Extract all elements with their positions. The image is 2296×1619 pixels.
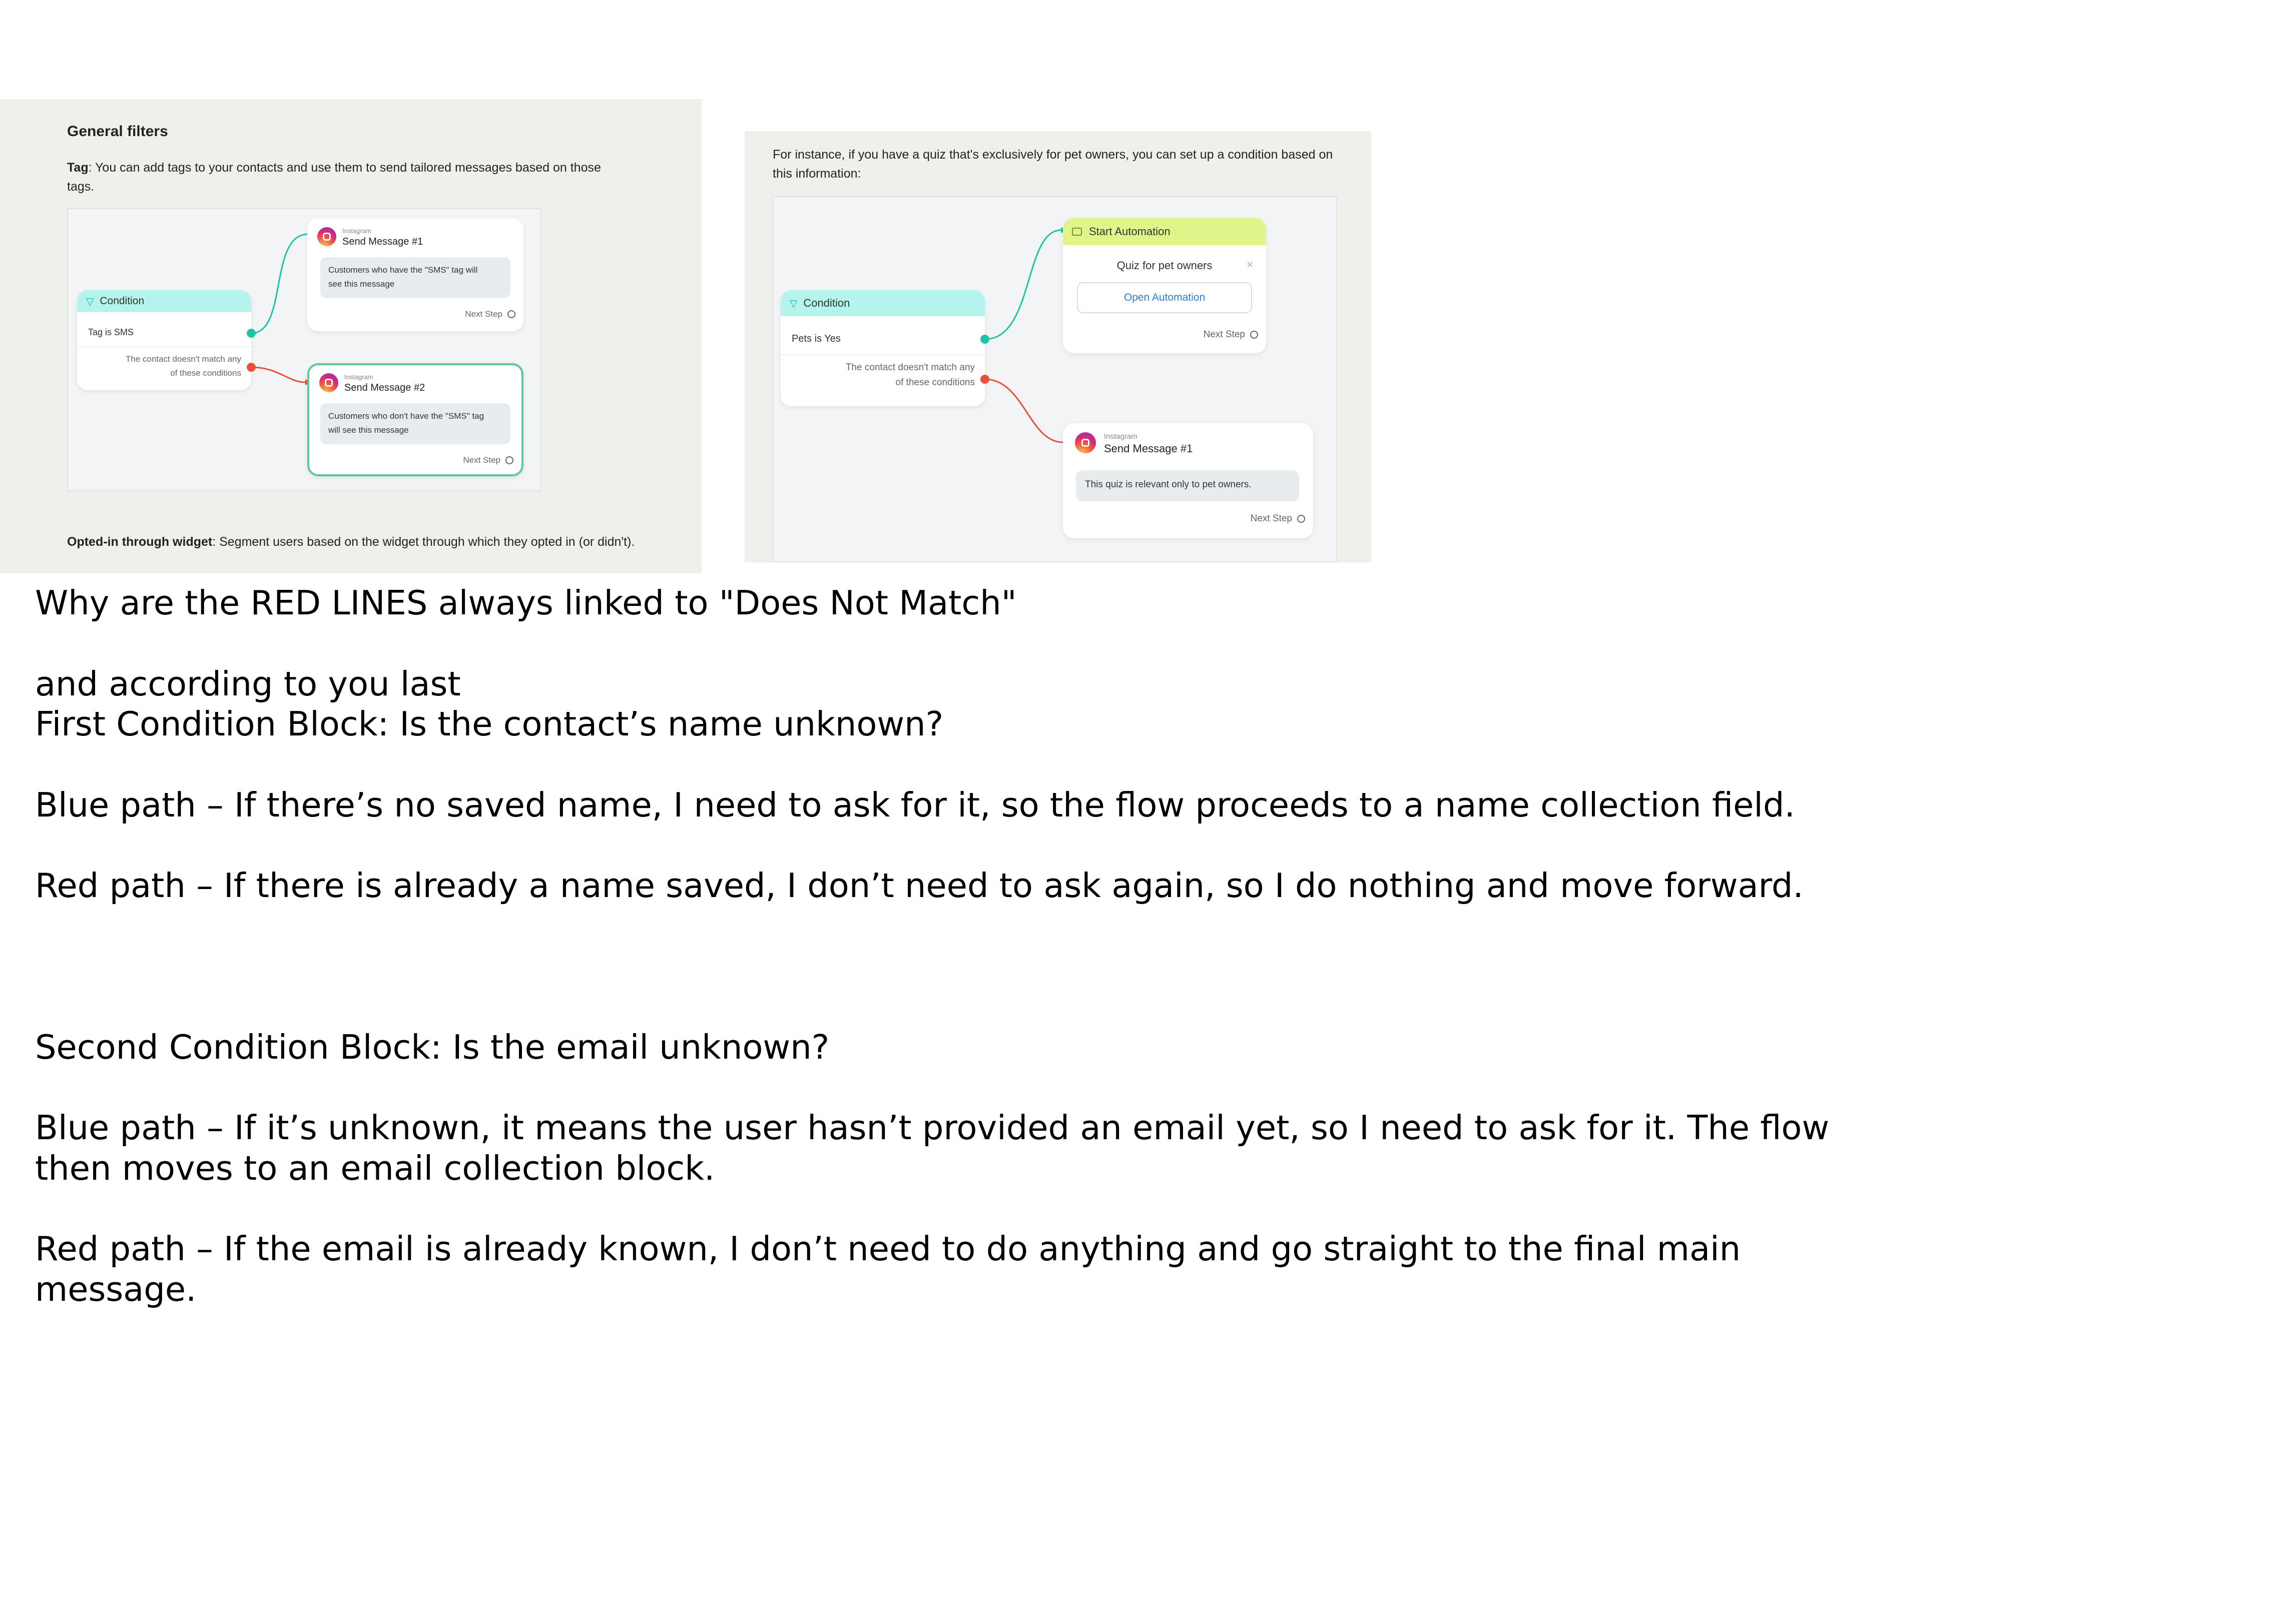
condition-else-line2: of these conditions	[895, 377, 975, 388]
condition-else	[846, 360, 975, 390]
instagram-icon	[317, 227, 336, 246]
condition-else-line2: of these conditions	[170, 368, 241, 378]
platform-label: Instagram	[344, 373, 373, 381]
next-step-label: Next Step	[1250, 513, 1292, 524]
optin-text: : Segment users based on the widget through which they opted in (or didn't).	[212, 535, 635, 549]
bubble-line1: Customers who don't have the "SMS" tag	[328, 411, 484, 421]
next-step-label: Next Step	[1203, 329, 1245, 340]
send-message-2-node[interactable]	[307, 363, 523, 476]
next-step-ring-icon[interactable]	[505, 456, 513, 464]
red-path-handle[interactable]	[247, 363, 256, 372]
first-block-heading: First Condition Block: Is the contact’s name unknown?	[35, 704, 944, 743]
screenshot-pet-quiz	[745, 131, 1371, 562]
red-path-wire	[251, 367, 305, 382]
blue-path-handle[interactable]	[247, 329, 256, 338]
condition-else	[126, 352, 241, 380]
condition-title: Condition	[100, 295, 145, 307]
open-automation-button[interactable]: Open Automation	[1077, 282, 1252, 313]
pet-quiz-intro: For instance, if you have a quiz that's exclusively for pet owners, you can set up a condition based on this information:	[773, 148, 1333, 181]
blue-path-wire	[985, 230, 1061, 339]
red-path-handle[interactable]	[980, 375, 989, 384]
screenshot-general-filters	[0, 99, 702, 573]
close-icon[interactable]: ×	[1247, 258, 1253, 271]
general-filters-heading: General filters	[67, 123, 168, 140]
condition-node[interactable]	[781, 290, 985, 406]
funnel-icon: ▽	[86, 296, 94, 307]
condition-else-line1: The contact doesn't match any	[845, 362, 975, 373]
blue-path-wire	[251, 234, 308, 333]
send-message-1-node[interactable]	[307, 218, 523, 331]
send-message-1-node[interactable]	[1063, 423, 1313, 538]
second-red-path-1: Red path – If the email is already known, I don’t need to do anything and go straight to the final main	[35, 1229, 1741, 1268]
instagram-icon	[319, 373, 338, 392]
next-step-ring-icon[interactable]	[507, 310, 515, 318]
question-line: Why are the RED LINES always linked to "Does Not Match"	[35, 583, 1017, 622]
next-step-label: Next Step	[465, 309, 502, 319]
blue-path-handle[interactable]	[980, 335, 989, 344]
flow-canvas	[67, 208, 541, 491]
platform-label: Instagram	[1104, 432, 1137, 441]
message-bubble	[320, 403, 510, 444]
message-bubble	[320, 257, 510, 298]
first-blue-path: Blue path – If there’s no saved name, I need to ask for it, so the flow proceeds to a name collection field.	[35, 785, 1795, 825]
second-block-heading: Second Condition Block: Is the email unknown?	[35, 1028, 830, 1067]
message-title: Send Message #1	[342, 236, 423, 247]
bubble-line2: will see this message	[328, 425, 409, 435]
flow-canvas	[773, 196, 1337, 562]
funnel-icon: ▽	[790, 298, 798, 309]
condition-header	[77, 290, 251, 312]
bubble-line2: see this message	[328, 279, 395, 289]
start-automation-node[interactable]	[1063, 218, 1266, 353]
intro-line: and according to you last	[35, 664, 461, 703]
red-path-wire	[985, 379, 1063, 442]
next-step[interactable]	[1204, 329, 1258, 340]
message-bubble: This quiz is relevant only to pet owners.	[1076, 470, 1299, 501]
bubble-line1: Customers who have the "SMS" tag will	[328, 265, 478, 275]
next-step[interactable]	[1251, 513, 1305, 524]
automation-header	[1063, 218, 1266, 245]
second-blue-path-2: then moves to an email collection block.	[35, 1149, 715, 1188]
tag-text: : You can add tags to your contacts and use them to send tailored messages based on those tags.	[67, 161, 601, 194]
condition-divider	[77, 346, 251, 347]
optin-label: Opted-in through widget	[67, 535, 213, 549]
message-title: Send Message #1	[1104, 442, 1193, 455]
first-red-path: Red path – If there is already a name saved, I don’t need to ask again, so I do nothing and move forward.	[35, 866, 1804, 905]
next-step-ring-icon[interactable]	[1297, 515, 1305, 523]
tag-description	[67, 158, 628, 196]
next-step-label: Next Step	[463, 455, 500, 465]
quiz-title: Quiz for pet owners	[1116, 259, 1213, 272]
second-red-path-2: message.	[35, 1270, 197, 1309]
optin-description	[67, 532, 648, 551]
condition-title: Condition	[803, 297, 850, 309]
message-title: Send Message #2	[344, 382, 425, 393]
second-blue-path-1: Blue path – If it’s unknown, it means the user hasn’t provided an email yet, so I need to ask for it. The flow	[35, 1108, 1830, 1147]
next-step-ring-icon[interactable]	[1250, 331, 1258, 339]
next-step[interactable]	[463, 455, 513, 465]
condition-rule: Pets is Yes	[792, 333, 841, 344]
condition-else-line1: The contact doesn't match any	[126, 354, 241, 364]
tag-label: Tag	[67, 161, 89, 175]
automation-title: Start Automation	[1089, 225, 1171, 238]
condition-divider	[781, 354, 985, 355]
automation-icon	[1072, 228, 1082, 236]
instagram-icon	[1075, 432, 1096, 453]
condition-node[interactable]	[77, 290, 251, 390]
platform-label: Instagram	[342, 227, 371, 235]
condition-header	[781, 290, 985, 316]
condition-rule: Tag is SMS	[88, 327, 134, 337]
next-step[interactable]	[465, 309, 515, 319]
